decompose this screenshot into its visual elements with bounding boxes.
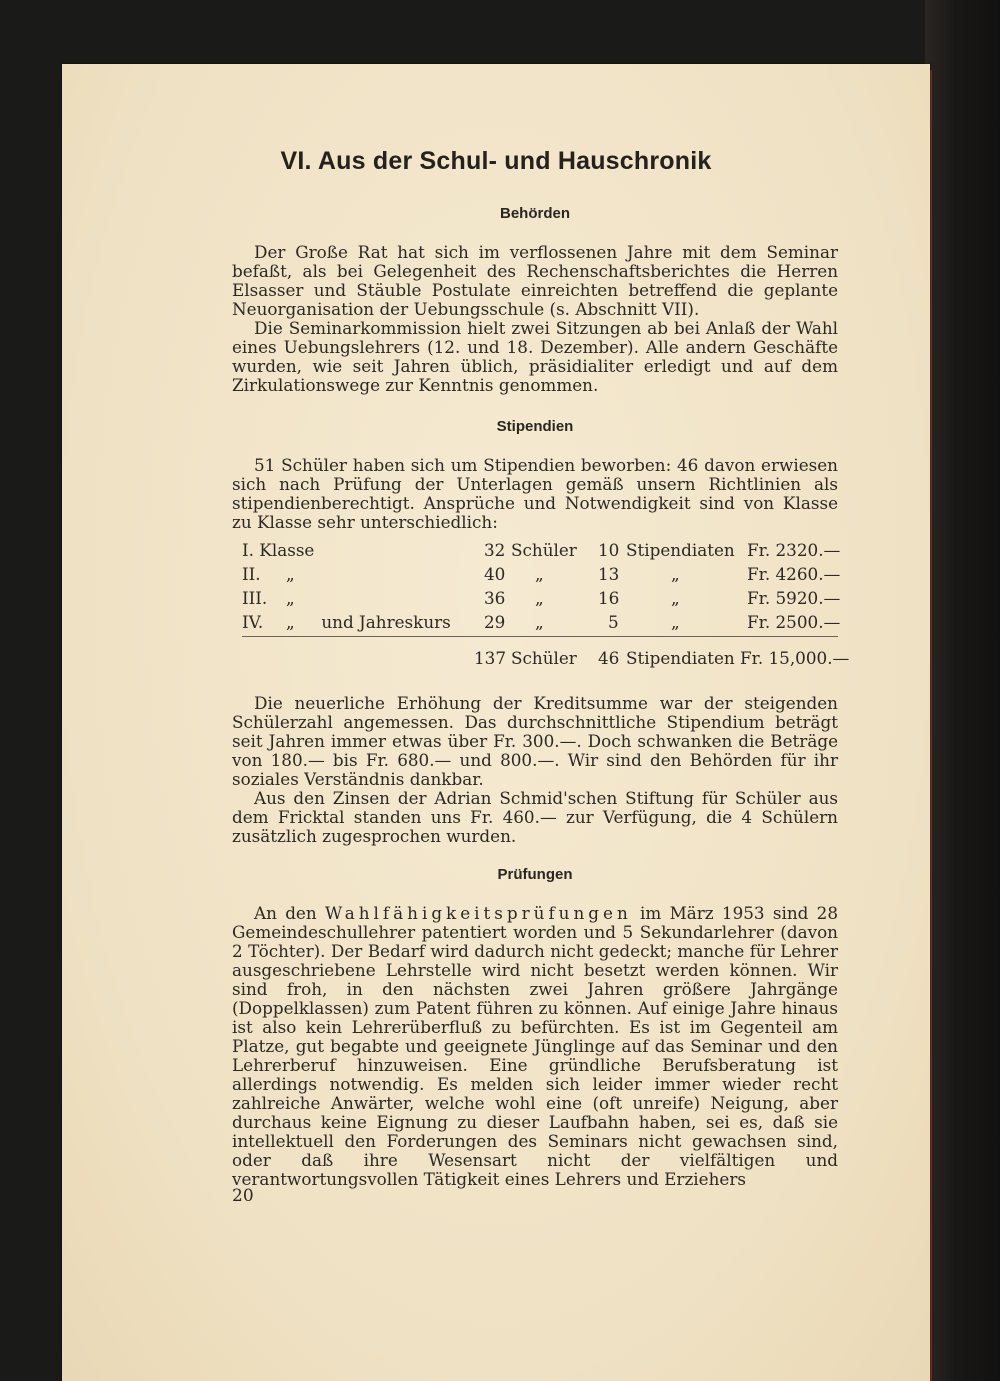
total-schueler-label: Schüler — [511, 648, 577, 668]
cell-stip: 13 — [598, 564, 620, 584]
cell-extra: „ — [286, 588, 295, 608]
stipendien-text — [232, 694, 838, 846]
cell-klasse: I. Klasse — [242, 540, 315, 560]
heading-behoerden: Behörden — [499, 205, 570, 222]
cell-stip-label: Stipendiaten — [626, 540, 735, 560]
cell-klasse: IV. — [242, 612, 264, 632]
cell-schueler: 36 — [484, 588, 506, 608]
cell-extra: „ — [286, 564, 295, 584]
cell-betrag: Fr. 2320.— — [747, 540, 841, 560]
paragraph — [232, 904, 838, 1189]
cell-stip-label: „ — [671, 588, 680, 608]
cell-schueler-label: „ — [535, 588, 544, 608]
spaced-term: Wahlfähigkeitsprüfungen — [324, 903, 632, 923]
total-stip: 46 — [598, 648, 620, 668]
page-number: 20 — [232, 1186, 254, 1206]
table-row — [232, 612, 841, 636]
book-binding — [925, 0, 1000, 1381]
cell-schueler: 32 — [484, 540, 506, 560]
total-stip-label: Stipendiaten — [626, 648, 735, 668]
paragraph: Die neuerliche Erhöhung der Kreditsumme war der steigenden Schülerzahl angemessen. Das durchschnittliche Stipendium beträgt seit Jahren immer etwas über Fr. 300.—. Doch schwanken die Beträge von 180.— bis Fr. 680.— und 800.—. Wir sind den Behörden für ihr soziales Verständnis dankbar. — [232, 693, 838, 789]
paragraph: Aus den Zinsen der Adrian Schmid'schen Stiftung für Schüler aus dem Fricktal standen uns Fr. 460.— zur Verfügung, die 4 Schülern zusätzlich zugesprochen wurden. — [232, 788, 838, 846]
cell-stip-label: „ — [671, 564, 680, 584]
cell-schueler-label: „ — [535, 612, 544, 632]
cell-klasse: II. — [242, 564, 261, 584]
heading-stipendien: Stipendien — [496, 418, 574, 435]
body-text: im März 1953 sind 28 Gemeindeschullehrer patentiert worden und 5 Sekundarlehrer (davon 2 Töchter). Der Bedarf wird dadurch nicht gedeckt; manche für Lehrer ausgeschriebene Lehrstelle wird nicht besetzt werden können. Wir sind froh, in den nächsten zwei Jahren größere Jahrgänge (Doppelklassen) zum Patent führen zu können. Auf einige Jahre hinaus ist also kein Lehrerüberfluß zu befürchten. Es ist im Gegenteil am Platze, gut begabte und geeignete Jünglinge auf das Seminar und den Lehrerberuf hinzuweisen. Eine gründliche Berufsberatung ist allerdings notwendig. Es melden sich leider immer wieder recht zahlreiche Anwärter, welche wohl eine (oft unreife) Neigung, aber durchaus keine Eignung zu dieser Laufbahn haben, sei es, daß sie intellektuell den Forderungen des Seminars nicht gewachsen sind, oder daß ihre Wesensart nicht der vielfältigen und verantwortungsvollen Tätigkeit eines Lehrers und Erziehers — [232, 903, 839, 1189]
cell-extra: „ und Jahreskurs — [286, 612, 451, 632]
cell-betrag: Fr. 5920.— — [747, 588, 841, 608]
lead-text: An den — [254, 903, 325, 923]
table-row — [232, 540, 841, 564]
paragraph: Der Große Rat hat sich im verflossenen Jahre mit dem Seminar befaßt, als bei Gelegenheit des Rechenschaftsberichtes die Herren Elsasser und Stäuble Postulate einreichten betreffend die geplante Neuorganisation der Uebungsschule (s. Abschnitt VII). — [232, 242, 838, 319]
cell-klasse: III. — [242, 588, 268, 608]
cell-stip: 5 — [608, 612, 619, 632]
cell-schueler-label: „ — [535, 564, 544, 584]
cell-schueler: 40 — [484, 564, 506, 584]
cell-stip: 10 — [598, 540, 620, 560]
cell-schueler: 29 — [484, 612, 506, 632]
sum-rule — [242, 636, 838, 637]
stipendien-intro — [232, 456, 838, 532]
total-betrag: Fr. 15,000.— — [740, 648, 850, 668]
paragraph: Die Seminarkommission hielt zwei Sitzungen ab bei Anlaß der Wahl eines Uebungslehrers (12. und 18. Dezember). Alle andern Geschäfte wurden, wie seit Jahren üblich, präsidialiter erledigt und auf dem Zirkulationswege zur Kenntnis genommen. — [232, 318, 838, 395]
cell-schueler-label: Schüler — [511, 540, 577, 560]
table-row — [232, 564, 841, 588]
chapter-title: VI. Aus der Schul- und Hauschronik — [280, 147, 712, 175]
cell-stip: 16 — [598, 588, 620, 608]
heading-pruefungen: Prüfungen — [497, 866, 573, 883]
total-schueler: 137 — [474, 648, 507, 668]
cell-betrag: Fr. 2500.— — [747, 612, 841, 632]
paragraph: 51 Schüler haben sich um Stipendien beworben: 46 davon erwiesen sich nach Prüfung der Unterlagen gemäß unsern Richtlinien als stipendienberechtigt. Ansprüche und Notwendigkeit sind von Klasse zu Klasse sehr unterschiedlich: — [232, 455, 838, 532]
table-row — [232, 588, 841, 612]
cell-betrag: Fr. 4260.— — [747, 564, 841, 584]
behoerden-text — [232, 243, 838, 395]
pruefungen-text — [232, 904, 838, 1189]
table-total-row — [232, 648, 850, 672]
cell-stip-label: „ — [671, 612, 680, 632]
